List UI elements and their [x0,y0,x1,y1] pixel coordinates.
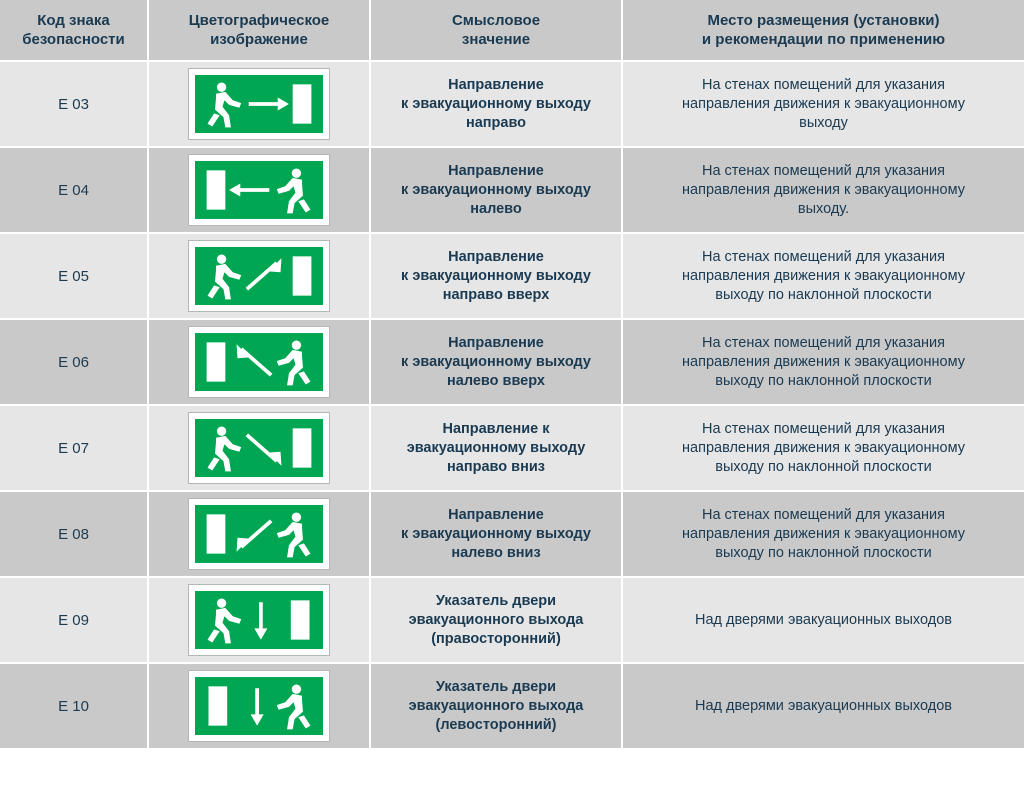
sign-code: E 10 [0,663,148,748]
sign-image-cell [148,319,370,405]
meaning-line: к эвакуационному выходу [401,353,591,370]
table-row [0,405,1024,491]
meaning-line: Направление к [442,420,550,437]
placement-line: На стенах помещений для указания [701,334,945,351]
meaning-line: налево [470,200,522,217]
sign-meaning [370,491,622,577]
meaning-line: направо [465,114,527,131]
placement-line: направления движения к эвакуационному [682,181,965,198]
column-header-image-line-2: изображение [210,31,308,48]
sign-e07 [188,412,330,484]
sign-image-cell [148,491,370,577]
sign-image-cell [148,663,370,748]
sign-e05 [188,240,330,312]
column-header-code [0,0,148,61]
sign-inner [193,503,325,565]
table-row [0,663,1024,748]
sign-e10 [188,670,330,742]
placement-line: направления движения к эвакуационному [682,95,965,112]
sign-inner [193,73,325,135]
runner-arrow-down-door-right-icon [195,591,323,649]
sign-code: E 05 [0,233,148,319]
sign-e08 [188,498,330,570]
meaning-line: Направление [448,76,544,93]
meaning-line: к эвакуационному выходу [401,267,591,284]
table-body [0,61,1024,748]
sign-code: E 07 [0,405,148,491]
table-header [0,0,1024,61]
sign-inner [193,417,325,479]
placement-line: Над дверями эвакуационных выходов [695,611,952,628]
placement-line: На стенах помещений для указания [701,420,945,437]
sign-e03 [188,68,330,140]
meaning-line: (левосторонний) [435,716,557,733]
meaning-line: Указатель двери [435,678,557,695]
sign-inner [193,159,325,221]
sign-code: E 04 [0,147,148,233]
placement-line: направления движения к эвакуационному [682,525,965,542]
sign-meaning [370,61,622,147]
meaning-line: Указатель двери [435,592,557,609]
table-row [0,577,1024,663]
sign-code: E 06 [0,319,148,405]
runner-arrow-down-door-left-icon [195,677,323,735]
meaning-line: эвакуационного выхода [408,611,584,628]
placement-line: направления движения к эвакуационному [682,439,965,456]
placement-line: выходу по наклонной плоскости [715,544,932,561]
sign-code: E 03 [0,61,148,147]
sign-inner [193,245,325,307]
sign-meaning [370,319,622,405]
sign-image-cell [148,233,370,319]
runner-arrow-down-right-door-right-icon [195,419,323,477]
sign-inner [193,589,325,651]
sign-inner [193,331,325,393]
header-row [0,0,1024,61]
sign-placement [622,491,1024,577]
meaning-line: к эвакуационному выходу [401,181,591,198]
sign-meaning [370,577,622,663]
sign-meaning [370,405,622,491]
placement-line: выходу по наклонной плоскости [715,372,932,389]
sign-meaning [370,233,622,319]
sign-image-cell [148,577,370,663]
meaning-line: эвакуационного выхода [408,697,584,714]
placement-line: выходу. [797,200,850,217]
placement-line: направления движения к эвакуационному [682,353,965,370]
meaning-line: налево вниз [451,544,541,561]
sign-placement [622,147,1024,233]
column-header-meaning [370,0,622,61]
sign-e09 [188,584,330,656]
meaning-line: направо вниз [447,458,545,475]
runner-arrow-down-left-door-left-icon [195,505,323,563]
sign-meaning [370,663,622,748]
sign-code: E 09 [0,577,148,663]
column-header-code-line-2: безопасности [22,31,125,48]
meaning-line: налево вверх [447,372,545,389]
column-header-code-line-1: Код знака [37,12,110,29]
runner-arrow-up-left-door-left-icon [195,333,323,391]
placement-line: направления движения к эвакуационному [682,267,965,284]
runner-arrow-up-right-door-right-icon [195,247,323,305]
sign-placement [622,663,1024,748]
table-row [0,147,1024,233]
sign-meaning [370,147,622,233]
sign-image-cell [148,61,370,147]
meaning-line: Направление [448,506,544,523]
meaning-line: Направление [448,248,544,265]
column-header-placement-line-1: Место размещения (установки) [707,12,940,29]
placement-line: выходу по наклонной плоскости [715,458,932,475]
sign-inner [193,675,325,737]
column-header-placement [622,0,1024,61]
sign-placement [622,577,1024,663]
meaning-line: направо вверх [442,286,550,303]
meaning-line: к эвакуационному выходу [401,525,591,542]
placement-line: На стенах помещений для указания [701,76,945,93]
table-row [0,319,1024,405]
meaning-line: (правосторонний) [431,630,561,647]
runner-arrow-right-door-right-icon [195,75,323,133]
meaning-line: Направление [448,334,544,351]
column-header-image-line-1: Цветографическое [188,12,330,29]
column-header-meaning-line-2: значение [461,31,531,48]
sign-e06 [188,326,330,398]
sign-placement [622,61,1024,147]
meaning-line: Направление [448,162,544,179]
table-row [0,233,1024,319]
table-row [0,61,1024,147]
sign-image-cell [148,405,370,491]
meaning-line: эвакуационному выходу [406,439,586,456]
column-header-placement-line-2: и рекомендации по применению [701,31,946,48]
placement-line: На стенах помещений для указания [701,162,945,179]
sign-image-cell [148,147,370,233]
column-header-image [148,0,370,61]
placement-line: Над дверями эвакуационных выходов [695,697,952,714]
sign-e04 [188,154,330,226]
sign-code: E 08 [0,491,148,577]
sign-placement [622,405,1024,491]
column-header-meaning-line-1: Смысловое [451,12,541,29]
runner-arrow-left-door-left-icon [195,161,323,219]
table-row [0,491,1024,577]
placement-line: На стенах помещений для указания [701,248,945,265]
meaning-line: к эвакуационному выходу [401,95,591,112]
sign-placement [622,319,1024,405]
placement-line: выходу по наклонной плоскости [715,286,932,303]
placement-line: На стенах помещений для указания [701,506,945,523]
sign-placement [622,233,1024,319]
placement-line: выходу [799,114,848,131]
